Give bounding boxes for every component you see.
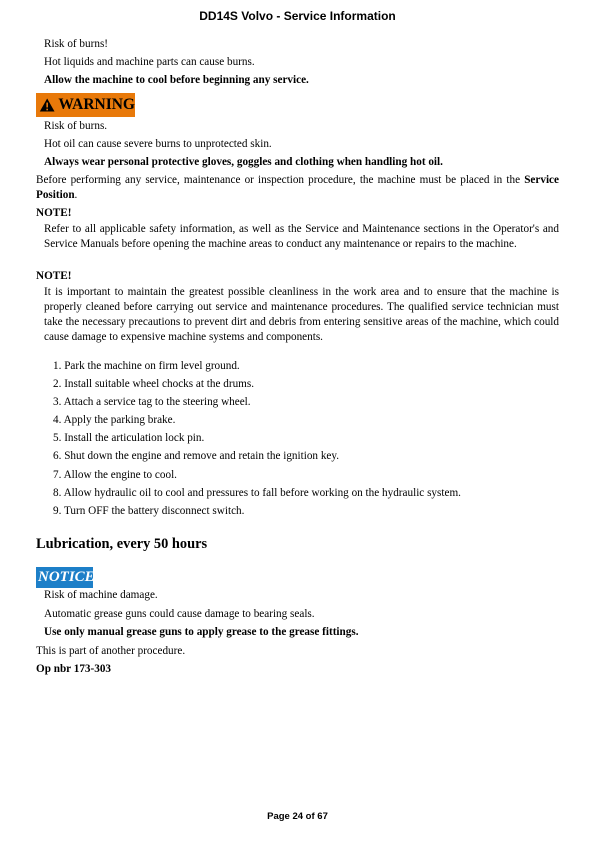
op-number-text: Op nbr 173-303	[36, 663, 112, 675]
list-item: 3. Attach a service tag to the steering wheel.	[53, 396, 251, 409]
notice-risk-text: Risk of machine damage.	[44, 589, 158, 601]
note2-text: It is important to maintain the greatest possible cleanliness in the work area and to ensure that the machine is properly cleaned before carrying out service and maintenance procedures. The qualified service technician must take the necessary precautions to prevent dirt and debris from entering sensitive areas of the machine, which could cause damage to expensive machine systems and components.	[44, 286, 559, 343]
procedure-note-text: This is part of another procedure.	[36, 645, 186, 657]
warning-instruction-text: Always wear personal protective gloves, goggles and clothing when handling hot oil.	[44, 156, 443, 168]
warning-label: WARNING	[58, 96, 135, 113]
notice-badge	[36, 567, 93, 588]
notice-label: NOTICE	[38, 569, 95, 585]
list-item: 2. Install suitable wheel chocks at the drums.	[53, 378, 255, 391]
list-item: 7. Allow the engine to cool.	[53, 468, 177, 481]
service-steps-list	[53, 359, 461, 522]
caution-risk-text: Risk of burns!	[44, 38, 109, 50]
notice-instruction-text: Use only manual grease guns to apply grease to the grease fittings.	[44, 626, 359, 638]
caution-instruction-text: Allow the machine to cool before beginning any service.	[44, 74, 309, 86]
intro-end: .	[74, 189, 78, 201]
page-number: Page 24 of 67	[267, 811, 328, 822]
page-header-title: DD14S Volvo - Service Information	[199, 9, 396, 23]
section-heading: Lubrication, every 50 hours	[36, 536, 208, 552]
list-item: 4. Apply the parking brake.	[53, 414, 176, 427]
warning-detail-text: Hot oil can cause severe burns to unprotected skin.	[44, 138, 272, 150]
list-item: 5. Install the articulation lock pin.	[53, 432, 205, 445]
note1-text: Refer to all applicable safety information, as well as the Service and Maintenance sections in the Operator's and Service Manuals before opening the machine areas to conduct any maintenance or repairs to the machine.	[44, 223, 559, 250]
service-position-term: Service Position	[36, 174, 559, 201]
note2-label: NOTE!	[36, 270, 72, 282]
list-item: 9. Turn OFF the battery disconnect switch.	[53, 504, 245, 517]
warning-badge	[36, 93, 135, 117]
warning-risk-text: Risk of burns.	[44, 120, 108, 132]
warning-triangle-icon	[39, 96, 55, 114]
note1-label: NOTE!	[36, 207, 72, 219]
list-item: 8. Allow hydraulic oil to cool and pressures to fall before working on the hydraulic system.	[53, 486, 461, 499]
intro-paragraph	[36, 173, 559, 203]
notice-detail-text: Automatic grease guns could cause damage to bearing seals.	[44, 608, 315, 620]
intro-text: Before performing any service, maintenance or inspection procedure, the machine must be placed in the	[36, 174, 525, 186]
caution-detail-text: Hot liquids and machine parts can cause burns.	[44, 56, 255, 68]
list-item: 6. Shut down the engine and remove and retain the ignition key.	[53, 450, 340, 463]
list-item: 1. Park the machine on firm level ground.	[53, 360, 240, 372]
